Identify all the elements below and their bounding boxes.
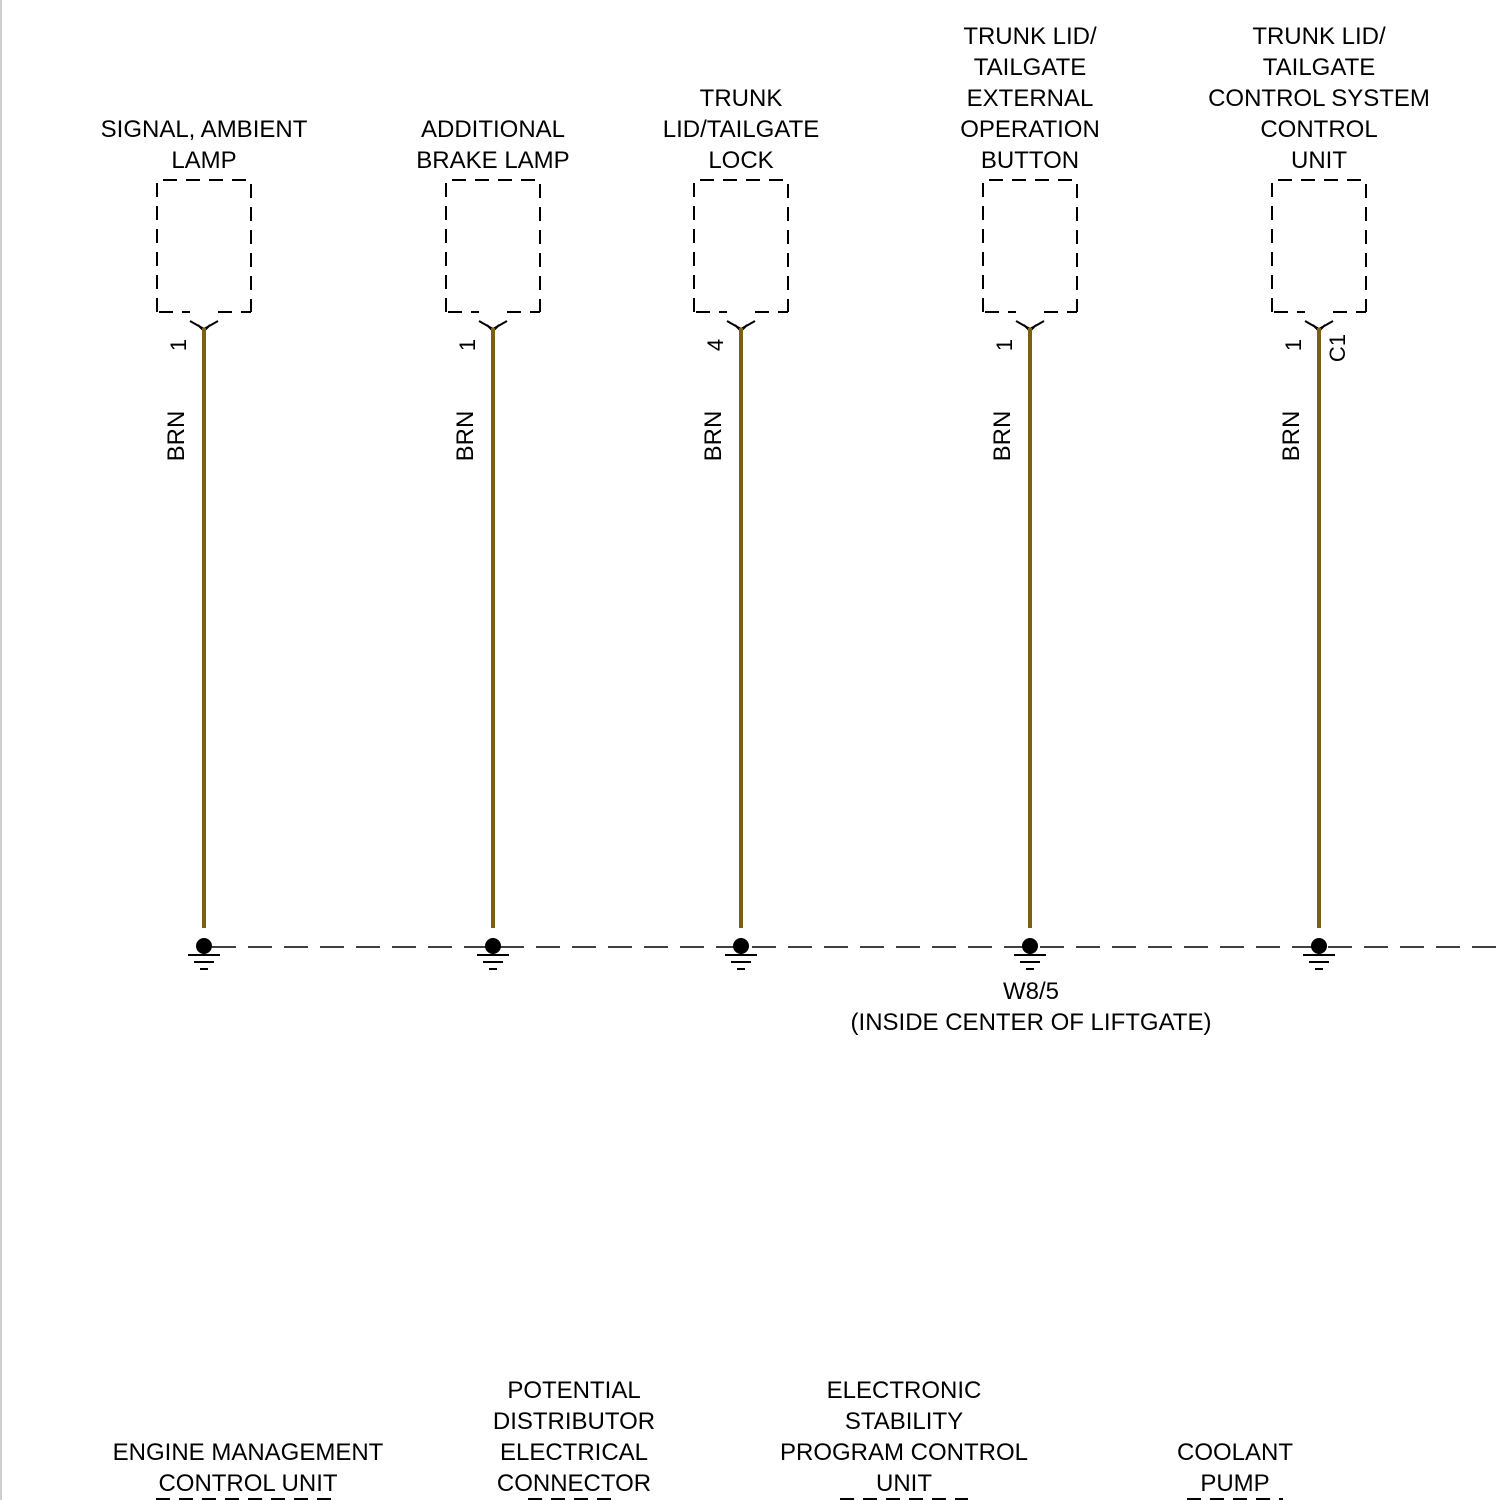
component-trunk-lid-tailgate-lock <box>663 85 819 969</box>
component-label-line: TAILGATE <box>973 54 1087 81</box>
component-layer <box>101 23 1430 969</box>
component-label-line: LID/TAILGATE <box>662 116 820 143</box>
component-label-line: EXTERNAL <box>966 85 1094 112</box>
connector-id: C1 <box>1325 333 1350 363</box>
pin-number: 1 <box>455 338 480 352</box>
ground-icon <box>188 953 220 969</box>
pin-number: 1 <box>1281 338 1306 352</box>
bottom-component-engine-management-control-unit <box>113 1439 384 1499</box>
bottom-component-electronic-stability-program-control-unit <box>780 1377 1028 1499</box>
bottom-component-potential-distributor-electrical-connector <box>493 1377 655 1499</box>
bottom-component-label-line: CONTROL UNIT <box>158 1470 338 1497</box>
component-label-line: TAILGATE <box>1262 54 1376 81</box>
splice-dot <box>733 938 749 954</box>
component-label-line: UNIT <box>1291 147 1347 174</box>
component-box <box>446 180 540 312</box>
bottom-component-label-line: COOLANT <box>1176 1439 1294 1466</box>
component-label-line: LOCK <box>708 147 774 174</box>
bottom-component-label-line: POTENTIAL <box>507 1377 641 1404</box>
bottom-component-label-line: UNIT <box>876 1470 932 1497</box>
ground-icon <box>477 953 509 969</box>
component-signal-ambient-lamp <box>101 116 308 969</box>
pin-number: 4 <box>703 338 728 352</box>
component-box <box>157 180 251 312</box>
component-label-line: TRUNK <box>699 85 783 112</box>
splice-dot <box>1311 938 1327 954</box>
component-box <box>983 180 1077 312</box>
splice-dot <box>485 938 501 954</box>
ground-location: (INSIDE CENTER OF LIFTGATE) <box>850 1009 1212 1036</box>
wire-color-label: BRN <box>1278 410 1305 462</box>
bottom-component-coolant-pump <box>1177 1439 1293 1499</box>
bottom-component-label-line: PROGRAM CONTROL <box>779 1439 1029 1466</box>
component-label-line: ADDITIONAL <box>420 116 566 143</box>
bottom-component-label-line: PUMP <box>1200 1470 1270 1497</box>
pin-number: 1 <box>166 338 191 352</box>
component-label-line: BUTTON <box>980 147 1080 174</box>
wire-color-label: BRN <box>452 410 479 462</box>
ground-icon <box>1303 953 1335 969</box>
component-trunk-lid-tailgate-control-system-control-unit <box>1208 23 1430 969</box>
component-label-line: CONTROL SYSTEM <box>1208 85 1430 112</box>
splice-dot <box>1022 938 1038 954</box>
component-label-line: LAMP <box>171 147 237 174</box>
bottom-component-label-line: CONNECTOR <box>496 1470 652 1497</box>
pin-number: 1 <box>992 338 1017 352</box>
bottom-component-layer <box>113 1377 1294 1499</box>
bottom-component-label-line: ELECTRONIC <box>826 1377 982 1404</box>
component-label-line: TRUNK LID/ <box>1252 23 1386 50</box>
wire-color-label: BRN <box>163 410 190 462</box>
component-trunk-lid-tailgate-external-operation-button <box>960 23 1100 969</box>
component-box <box>694 180 788 312</box>
component-label-line: TRUNK LID/ <box>963 23 1097 50</box>
component-label-line: CONTROL <box>1260 116 1378 143</box>
bottom-component-label-line: ELECTRICAL <box>499 1439 649 1466</box>
ground-icon <box>725 953 757 969</box>
bottom-component-label-line: STABILITY <box>844 1408 964 1435</box>
component-label-line: OPERATION <box>960 116 1100 143</box>
wire-color-label: BRN <box>700 410 727 462</box>
bottom-component-label-line: ENGINE MANAGEMENT <box>112 1439 384 1466</box>
splice-dot <box>196 938 212 954</box>
bottom-component-label-line: DISTRIBUTOR <box>492 1408 656 1435</box>
ground-icon <box>1014 953 1046 969</box>
component-box <box>1272 180 1366 312</box>
ground-name: W8/5 <box>1002 978 1060 1005</box>
wire-color-label: BRN <box>989 410 1016 462</box>
component-label-line: BRAKE LAMP <box>416 147 570 174</box>
component-additional-brake-lamp <box>416 116 569 969</box>
component-label-line: SIGNAL, AMBIENT <box>100 116 308 143</box>
